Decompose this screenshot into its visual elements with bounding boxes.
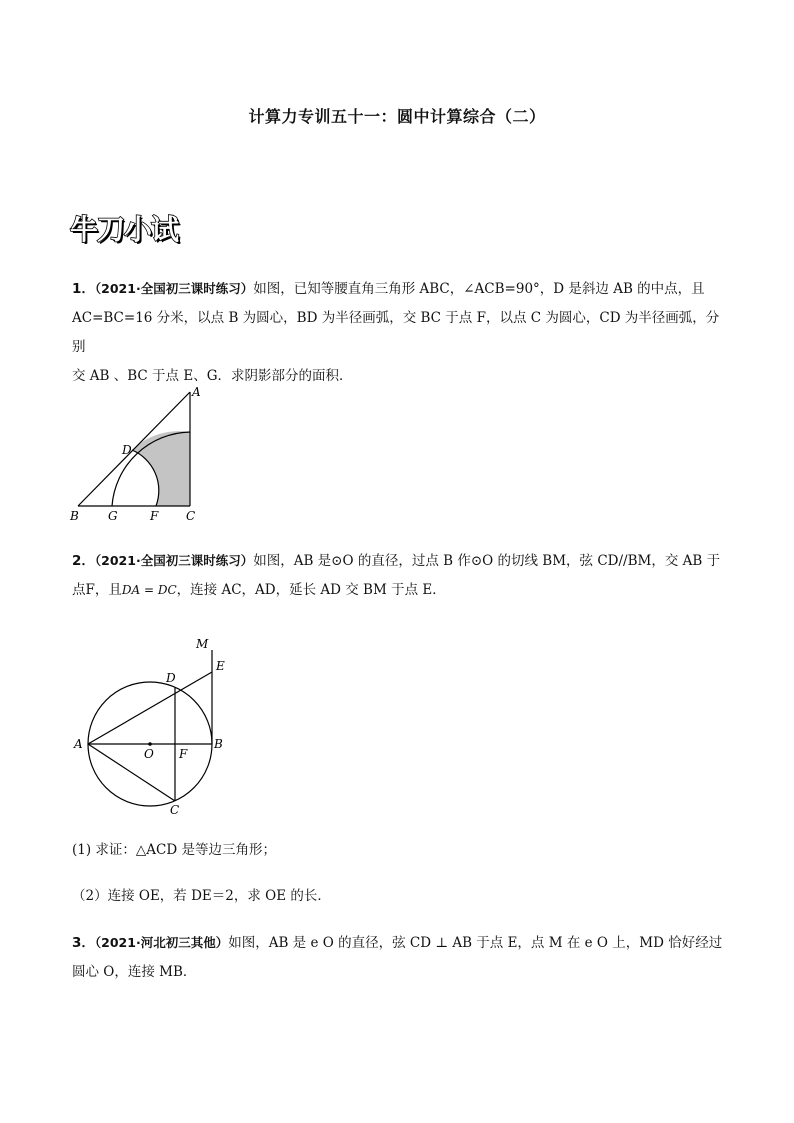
problem-2-sub1: (1) 求证：△ACD 是等边三角形； bbox=[72, 842, 276, 858]
label-o: O bbox=[144, 747, 154, 761]
label-g: G bbox=[108, 509, 118, 523]
problem-2-line2b: ，连接 AC，AD，延长 AD 交 BM 于点 E． bbox=[176, 582, 446, 598]
label-d: D bbox=[122, 443, 132, 457]
problem-3-text bbox=[72, 928, 728, 987]
problem-2-source: （2021·全国初三课时练习） bbox=[94, 553, 254, 568]
problem-1-figure bbox=[66, 384, 216, 526]
label-a: A bbox=[192, 385, 201, 399]
center-dot bbox=[148, 742, 152, 746]
problem-2-figure bbox=[68, 632, 238, 818]
problem-3-number: 3． bbox=[72, 935, 95, 951]
problem-1-source: （2021·全国初三课时练习） bbox=[94, 281, 254, 296]
label-m: M bbox=[196, 637, 209, 651]
label-d2: D bbox=[166, 671, 176, 685]
page-title: 计算力专训五十一：圆中计算综合（二） bbox=[248, 107, 546, 126]
problem-2-line1: 如图，AB 是⊙O 的直径，过点 B 作⊙O 的切线 BM，弦 CD//BM，交 AB 于 bbox=[253, 553, 721, 569]
label-a2: A bbox=[74, 737, 83, 751]
label-c: C bbox=[186, 509, 196, 523]
problem-1-line2: AC=BC=16 分米，以点 B 为圆心，BD 为半径画弧，交 BC 于点 F，以点 C 为圆心，CD 为半径画弧，分别 bbox=[72, 310, 720, 355]
problem-2-line2a: 点F，且 bbox=[72, 582, 122, 598]
problem-3-line2: 圆心 O，连接 MB． bbox=[72, 964, 197, 980]
problem-3-source: （2021·河北初三其他） bbox=[94, 935, 229, 950]
arc-equation: DA = DC bbox=[121, 583, 177, 597]
problem-2-text bbox=[72, 546, 728, 605]
label-e: E bbox=[216, 659, 225, 673]
label-b: B bbox=[70, 509, 79, 523]
label-c2: C bbox=[170, 803, 180, 817]
problem-3-line1: 如图，AB 是 e O 的直径，弦 CD ⊥ AB 于点 E，点 M 在 e O 上，MD 恰好经过 bbox=[228, 935, 723, 951]
label-b2: B bbox=[214, 737, 223, 751]
segment-ac bbox=[88, 744, 175, 801]
problem-2-number: 2． bbox=[72, 553, 95, 569]
label-f: F bbox=[150, 509, 159, 523]
segment-ae bbox=[88, 672, 212, 744]
problem-1-text bbox=[72, 274, 728, 391]
problem-1-line1: 如图，已知等腰直角三角形 ABC，∠ACB=90°，D 是斜边 AB 的中点，且 bbox=[253, 281, 705, 297]
problem-2-sub2: （2）连接 OE，若 DE＝2，求 OE 的长． bbox=[72, 888, 331, 904]
section-title: 牛刀小试 bbox=[70, 213, 179, 246]
label-f2: F bbox=[179, 747, 188, 761]
problem-1-line3: 交 AB 、BC 于点 E、G．求阴影部分的面积． bbox=[72, 368, 353, 384]
problem-1-number: 1． bbox=[72, 281, 95, 297]
